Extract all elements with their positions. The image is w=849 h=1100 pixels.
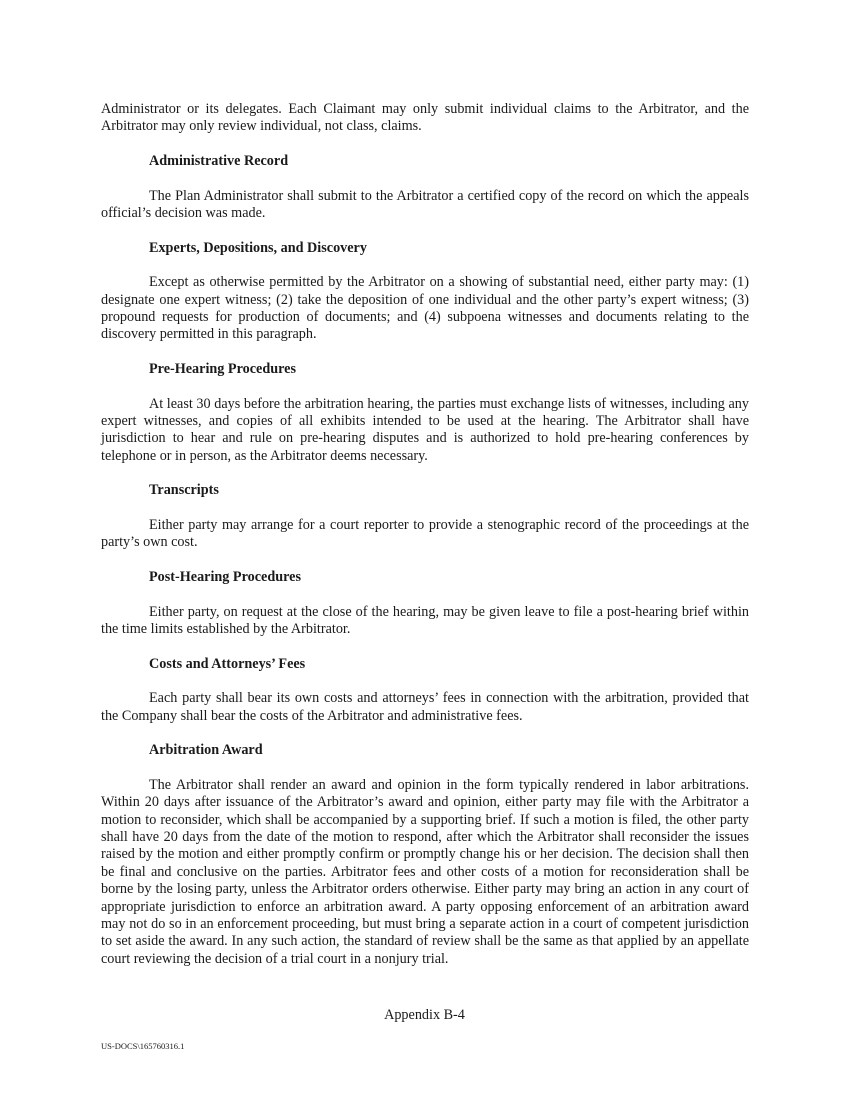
section-body-arbitration-award: The Arbitrator shall render an award and opinion in the form typically rendered in labor arbitrations. Within 20 days after issuance of the Arbitrator’s award and opinion, either party may file with the Arbitrator a motion to reconsider, which shall be accompanied by a supporting brief. If such a motion is filed, the other party shall have 20 days from the date of the motion to respond, after which the Arbitrator shall reconsider the issues raised by the motion and either promptly confirm or promptly change his or her decision. The decision shall then be final and conclusive on the parties. Arbitrator fees and other costs of a motion for reconsideration shall be borne by the losing party, unless the Arbitrator orders otherwise. Either party may bring an action in any court of appropriate jurisdiction to enforce an arbitration award. A party opposing enforcement of an arbitration award may not do so in an enforcement proceeding, but must bring a separate action in a court of competent jurisdiction to set aside the award. In any such action, the standard of review shall be the same as that applied by an appellate court reviewing the decision of a trial court in a nonjury trial. — [101, 776, 749, 967]
section-body-transcripts: Either party may arrange for a court reporter to provide a stenographic record of the proceedings at the party’s own cost. — [101, 517, 749, 551]
section-heading-administrative-record: Administrative Record — [149, 153, 289, 169]
section-heading-transcripts: Transcripts — [149, 482, 219, 499]
section-heading-arbitration-award: Arbitration Award — [149, 742, 263, 759]
document-body — [101, 101, 749, 985]
section-heading-costs-and-attorneys-fees: Costs and Attorneys’ Fees — [149, 655, 306, 672]
section-heading-experts-depositions-discovery: Experts, Depositions, and Discovery — [149, 239, 367, 256]
page-footer-label: Appendix B-4 — [384, 1007, 465, 1023]
section-heading-post-hearing-procedures: Post-Hearing Procedures — [149, 569, 301, 585]
section-body-costs-and-attorneys-fees: Each party shall bear its own costs and attorneys’ fees in connection with the arbitration, provided that the Company shall bear the costs of the Arbitrator and administrative fees. — [101, 690, 749, 724]
section-body-administrative-record: The Plan Administrator shall submit to the Arbitrator a certified copy of the record on which the appeals official’s decision was made. — [101, 187, 749, 221]
section-body-pre-hearing-procedures: At least 30 days before the arbitration hearing, the parties must exchange lists of witnesses, including any expert witnesses, and copies of all exhibits intended to be used at the hearing. The Arbitrator shall have jurisdiction to hear and rule on pre-hearing disputes and is authorized to hold pre-hearing conferences by telephone or in person, as the Arbitrator deems necessary. — [101, 395, 749, 464]
document-id: US-DOCS\165760316.1 — [101, 1041, 185, 1051]
opening-paragraph: Administrator or its delegates. Each Claimant may only submit individual claims to the Arbitrator, and the Arbitrator may only review individual, not class, claims. — [101, 101, 749, 135]
section-heading-pre-hearing-procedures: Pre-Hearing Procedures — [149, 361, 296, 377]
section-body-post-hearing-procedures: Either party, on request at the close of the hearing, may be given leave to file a post-hearing brief within the time limits established by the Arbitrator. — [101, 603, 749, 637]
section-body-experts-depositions-discovery: Except as otherwise permitted by the Arbitrator on a showing of substantial need, either party may: (1) designate one expert witness; (2) take the deposition of one individual and the other party’s expert witness; (3) propound requests for production of documents; and (4) subpoena witnesses and documents relating to the discovery permitted in this paragraph. — [101, 274, 749, 343]
